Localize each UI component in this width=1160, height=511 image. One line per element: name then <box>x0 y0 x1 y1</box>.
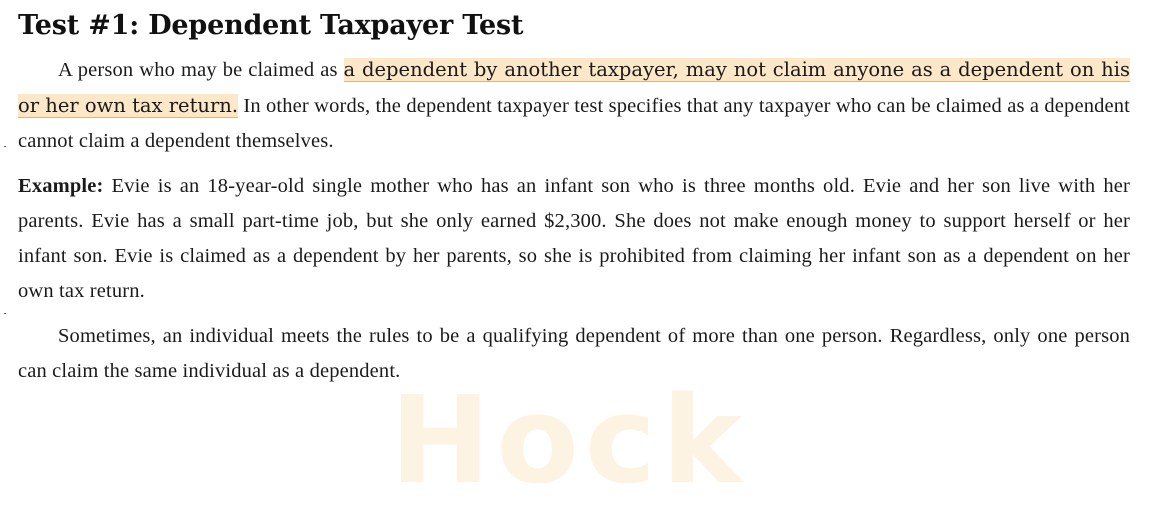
paragraph-dependent-test <box>18 52 1130 159</box>
example-text: Evie is an 18-year-old single mother who has an infant son who is three months old. Evie and her son live with her parents. Evie has a small part-time job, but she only earned $2,300. She does not make enough money to support herself or her infant son. Evie is claimed as a dependent by her parents, so she is prohibited from claiming her infant son as a dependent on her own tax return. <box>18 175 1130 302</box>
watermark-logo: Hock <box>390 372 748 511</box>
highlighted-text[interactable]: a dependent by another taxpayer, may not claim anyone as a dependent on his or her own tax return. <box>18 58 1130 117</box>
section-heading: Test #1: Dependent Taxpayer Test <box>18 10 524 41</box>
document-page <box>18 8 1130 389</box>
margin-mark <box>4 313 6 314</box>
paragraph-text-before: A person who may be claimed as <box>58 59 344 81</box>
example-label: Example: <box>18 175 104 197</box>
paragraph-multiple-persons: Sometimes, an individual meets the rules to be a qualifying dependent of more than one person. Regardless, only one person can claim the same individual as a dependent. <box>18 325 1130 382</box>
margin-mark <box>4 146 6 147</box>
paragraph-example <box>18 169 1130 309</box>
paragraph-text-after: In other words, the dependent taxpayer test specifies that any taxpayer who can be claimed as a dependent cannot claim a dependent themselves. <box>18 95 1130 152</box>
